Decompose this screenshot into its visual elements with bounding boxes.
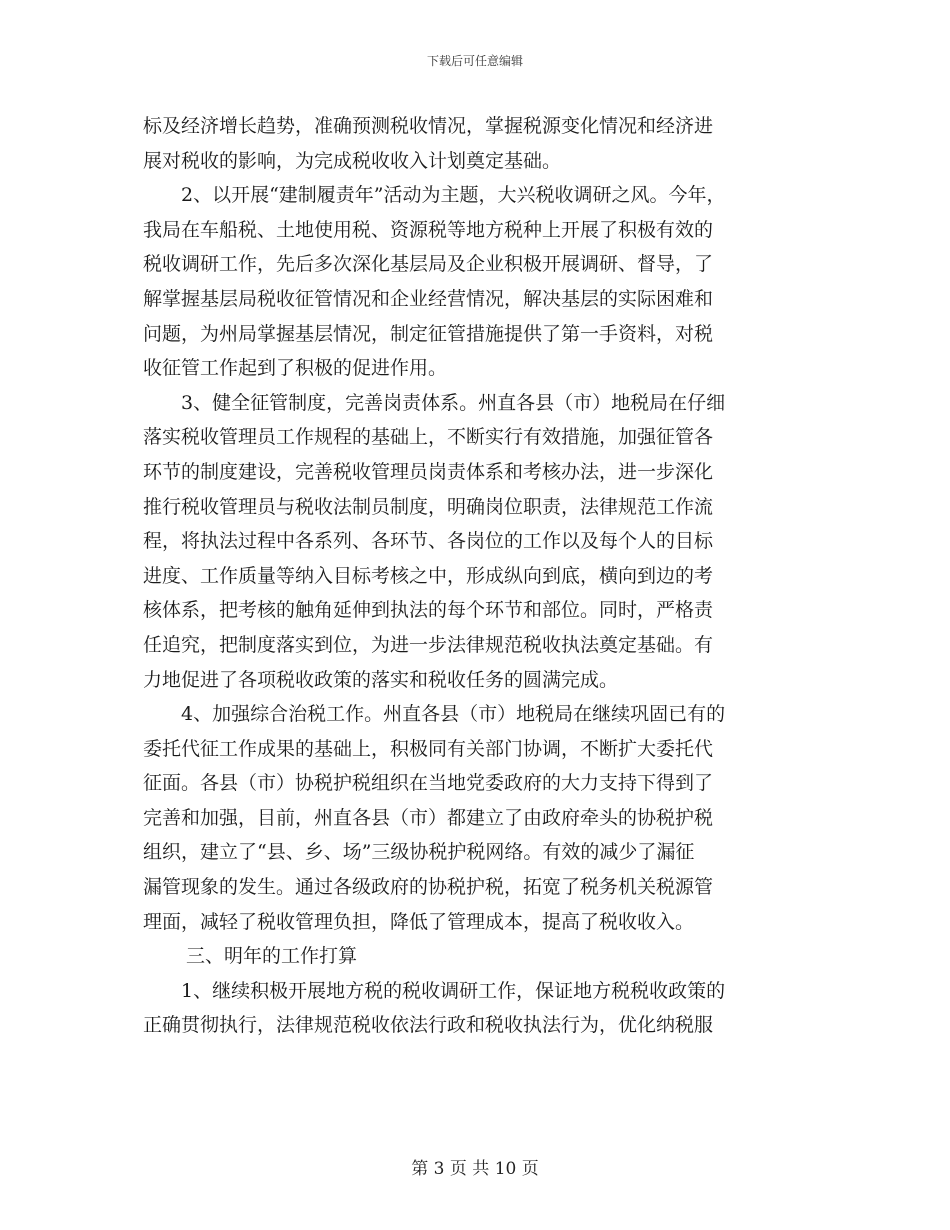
body-line: 完善和加强，目前，州直各县（市）都建立了由政府牵头的协税护税 — [143, 806, 714, 829]
body-line: 正确贯彻执行，法律规范税收依法行政和税收执法行为，优化纳税服 — [143, 1014, 714, 1037]
page-header-note: 下载后可任意编辑 — [426, 54, 523, 68]
body-line: 理面，减轻了税收管理负担，降低了管理成本，提高了税收收入。 — [143, 910, 695, 933]
body-line: 展对税收的影响，为完成税收收入计划奠定基础。 — [143, 149, 562, 172]
section-heading: 三、明年的工作打算 — [186, 945, 358, 968]
body-line: 4、加强综合治税工作。州直各县（市）地税局在继续巩固已有的 — [181, 703, 726, 726]
body-line: 2、以开展“建制履责年”活动为主题，大兴税收调研之风。今年， — [181, 184, 726, 207]
document-body — [143, 109, 823, 1043]
body-line: 我局在车船税、土地使用税、资源税等地方税种上开展了积极有效的 — [143, 218, 714, 241]
body-line: 漏管现象的发生。通过各级政府的协税护税，拓宽了税务机关税源管 — [143, 876, 714, 899]
body-line: 落实税收管理员工作规程的基础上，不断实行有效措施，加强征管各 — [143, 426, 714, 449]
body-line: 收征管工作起到了积极的促进作用。 — [143, 357, 448, 380]
body-line: 组织，建立了“县、乡、场”三级协税护税网络。有效的减少了漏征 — [143, 841, 695, 864]
body-line: 1、继续积极开展地方税的税收调研工作，保证地方税税收政策的 — [181, 979, 726, 1002]
body-line: 3、健全征管制度，完善岗责体系。州直各县（市）地税局在仔细 — [181, 391, 726, 414]
body-line: 任追究，把制度落实到位，为进一步法律规范税收执法奠定基础。有 — [143, 633, 714, 656]
body-line: 标及经济增长趋势，准确预测税收情况，掌握税源变化情况和经济进 — [143, 115, 714, 137]
body-line: 解掌握基层局税收征管情况和企业经营情况，解决基层的实际困难和 — [143, 287, 714, 310]
body-line: 征面。各县（市）协税护税组织在当地党委政府的大力支持下得到了 — [143, 772, 714, 795]
body-line: 推行税收管理员与税收法制员制度，明确岗位职责，法律规范工作流 — [143, 495, 714, 518]
body-line: 核体系，把考核的触角延伸到执法的每个环节和部位。同时，严格责 — [143, 599, 714, 622]
page-number-footer: 第 3 页 共 10 页 — [411, 1159, 539, 1179]
body-line: 进度、工作质量等纳入目标考核之中，形成纵向到底，横向到边的考 — [143, 564, 714, 587]
body-line: 程，将执法过程中各系列、各环节、各岗位的工作以及每个人的目标 — [143, 530, 714, 553]
body-line: 力地促进了各项税收政策的落实和税收任务的圆满完成。 — [143, 668, 619, 691]
body-line: 委托代征工作成果的基础上，积极同有关部门协调，不断扩大委托代 — [143, 737, 714, 760]
body-line: 问题，为州局掌握基层情况，制定征管措施提供了第一手资料，对税 — [143, 322, 714, 345]
body-line: 环节的制度建设，完善税收管理员岗责体系和考核办法，进一步深化 — [143, 460, 714, 483]
body-line: 税收调研工作，先后多次深化基层局及企业积极开展调研、督导，了 — [143, 253, 714, 276]
